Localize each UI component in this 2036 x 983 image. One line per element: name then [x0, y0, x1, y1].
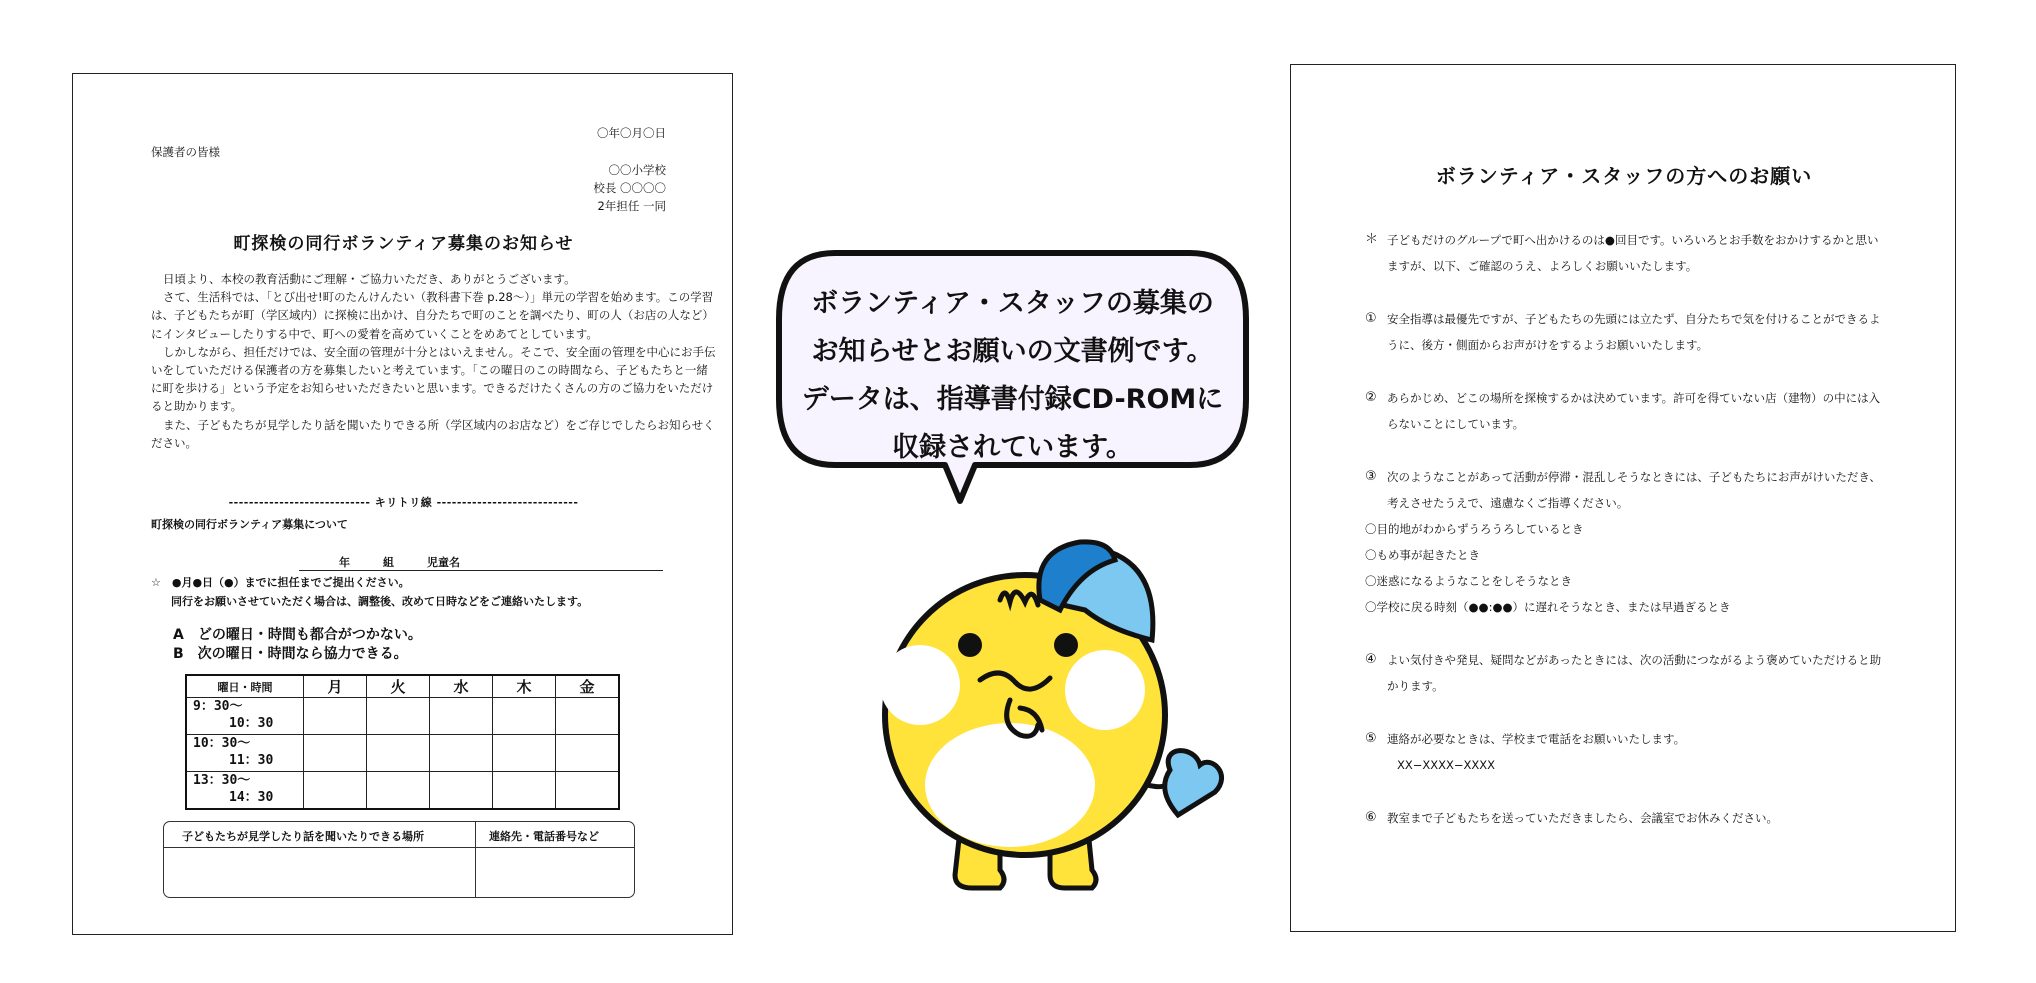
item-text: 子どもだけのグループで町へ出かけるのは●回目です。いろいろとお手数をおかけするかと思いますが、以下、ご確認のうえ、よろしくお願いいたします。: [1387, 233, 1879, 273]
mascot-eye: [1054, 633, 1078, 657]
item-number: ⑤: [1365, 731, 1377, 746]
bubble-line: データは、指導書付録CD-ROMに: [801, 384, 1224, 415]
time-slot: 10：30～ 11：30: [186, 735, 304, 772]
sender-teacher: 2年担任 一同: [597, 199, 666, 213]
sub-item: 〇目的地がわからずうろうろしているとき: [1365, 522, 1584, 536]
item-text: 教室まで子どもたちを送っていただきましたら、会議室でお休みください。: [1387, 811, 1778, 825]
table-row: [186, 698, 619, 735]
cut-line: ---------------------------- キリトリ線 ----------------------------: [228, 496, 579, 509]
option-b: B 次の曜日・時間なら協力できる。: [173, 646, 408, 662]
day-header: 月: [304, 675, 367, 698]
item-text: 次のようなことがあって活動が停滞・混乱しそうなときには、子どもたちにお声がけいただき、考えさせたうえで、遠慮なくご指導ください。 〇目的地がわからずうろうろしているとき 〇もめ事が起きたとき 〇迷惑になるようなことをしそうなとき 〇学校に戻る時刻（●●:●●）に遅れそうなとき、または早過ぎるとき: [1387, 464, 1887, 620]
bubble-line: ボランティア・スタッフの募集の: [811, 288, 1214, 319]
mascot-eye: [958, 633, 982, 657]
schedule-cell[interactable]: [430, 698, 493, 735]
item-text: あらかじめ、どこの場所を探検するかは決めています。許可を得ていない店（建物）の中には入らないことにしています。: [1387, 391, 1881, 431]
sender-principal: 校長 〇〇〇〇: [593, 181, 666, 195]
day-header: 水: [430, 675, 493, 698]
schedule-cell[interactable]: [493, 772, 556, 810]
phone-number: XX−XXXX−XXXX: [1397, 758, 1496, 772]
paragraph: 日頃より、本校の教育活動にご理解・ご協力いただき、ありがとうございます。: [163, 272, 576, 286]
table-row: [186, 735, 619, 772]
sub-item: 〇もめ事が起きたとき: [1365, 548, 1480, 562]
date: 〇年〇月〇日: [597, 126, 666, 140]
contact-header: 連絡先・電話番号など: [489, 830, 599, 843]
item-number: ⑥: [1365, 810, 1377, 825]
schedule-cell[interactable]: [430, 735, 493, 772]
option-a: A どの曜日・時間も都合がつかない。: [173, 627, 422, 643]
schedule-cell[interactable]: [367, 698, 430, 735]
notice-body: [151, 270, 717, 452]
time-slot: 9：30～ 10：30: [186, 698, 304, 735]
time-slot: 13：30～ 14：30: [186, 772, 304, 810]
paragraph: さて、生活科では、「とび出せ!町のたんけんたい（教科書下巻 p.28～）」単元の学習を始めます。この学習は、子どもたちが町（学区域内）に探検に出かけ、自分たちで町のことを調べたり、町の人（お店の人など）にインタビューしたりする中で、町への愛着を高めていくことをめあてとしています。: [151, 290, 714, 341]
name-field: 年 組 児童名: [299, 554, 663, 571]
bubble-line: 収録されています。: [892, 432, 1133, 463]
bubble-text: [775, 280, 1250, 472]
notice-title: 町探検の同行ボランティア募集のお知らせ: [233, 234, 574, 254]
form-title: 町探検の同行ボランティア募集について: [151, 518, 348, 531]
item-number: ②: [1365, 390, 1377, 405]
volunteer-notice-page: [72, 73, 733, 935]
day-header: 火: [367, 675, 430, 698]
mascot-belly: [925, 723, 1095, 847]
item-text: 安全指導は最優先ですが、子どもたちの先頭には立たず、自分たちで気を付けることができるように、後方・側面からお声がけをするようお願いいたします。: [1387, 312, 1881, 352]
schedule-cell[interactable]: [304, 735, 367, 772]
item-number: ④: [1365, 652, 1377, 667]
schedule-cell[interactable]: [367, 735, 430, 772]
deadline-note: 同行をお願いさせていただく場合は、調整後、改めて日時などをご連絡いたします。: [171, 595, 589, 608]
day-header: 木: [493, 675, 556, 698]
addressee: 保護者の皆様: [151, 145, 220, 159]
sub-item: 〇迷惑になるようなことをしそうなとき: [1365, 574, 1572, 588]
tail-heart: [1165, 751, 1222, 815]
schedule-cell[interactable]: [493, 735, 556, 772]
item-number: ①: [1365, 311, 1377, 326]
paragraph: しかしながら、担任だけでは、安全面の管理が十分とはいえません。そこで、安全面の管理を中心にお手伝いをしていただける保護者の方を募集したいと考えています。「この曜日のこの時間なら、子どもたちと一緒に町を歩ける」という予定をお知らせいただきたいと思います。できるだけたくさんの方のご協力をいただけると助かります。: [151, 344, 716, 414]
item-number: ③: [1365, 469, 1377, 484]
mascot-cheek: [1065, 650, 1145, 730]
day-header: 金: [556, 675, 620, 698]
schedule-cell[interactable]: [367, 772, 430, 810]
schedule-cell[interactable]: [493, 698, 556, 735]
schedule-table: [185, 674, 620, 810]
item-text: よい気付きや発見、疑問などがあったときには、次の活動につながるよう褒めていただけると助かります。: [1387, 653, 1882, 693]
schedule-cell[interactable]: [556, 772, 620, 810]
place-contact-box: [163, 821, 635, 898]
schedule-cell[interactable]: [430, 772, 493, 810]
item-text: 連絡が必要なときは、学校まで電話をお願いいたします。 XX−XXXX−XXXX: [1387, 726, 1887, 778]
item-number: ＊: [1365, 232, 1379, 247]
mascot-cheek: [880, 645, 960, 725]
schedule-cell[interactable]: [556, 735, 620, 772]
table-row: [186, 772, 619, 810]
sender-school: 〇〇小学校: [608, 163, 666, 177]
mascot-character: [860, 530, 1230, 910]
schedule-header: 曜日・時間: [186, 675, 304, 698]
deadline: ☆ ●月●日（●）までに担任までご提出ください。: [151, 576, 410, 589]
schedule-cell[interactable]: [304, 698, 367, 735]
bubble-line: お知らせとお願いの文書例です。: [811, 336, 1214, 367]
place-header: 子どもたちが見学したり話を聞いたりできる場所: [182, 830, 424, 843]
schedule-cell[interactable]: [304, 772, 367, 810]
sub-item: 〇学校に戻る時刻（●●:●●）に遅れそうなとき、または早過ぎるとき: [1365, 600, 1731, 614]
paragraph: また、子どもたちが見学したり話を聞いたりできる所（学区域内のお店など）をご存じでしたらお知らせください。: [151, 417, 715, 450]
volunteer-request-page: [1290, 64, 1956, 932]
request-title: ボランティア・スタッフの方へのお願い: [1435, 164, 1813, 188]
schedule-cell[interactable]: [556, 698, 620, 735]
